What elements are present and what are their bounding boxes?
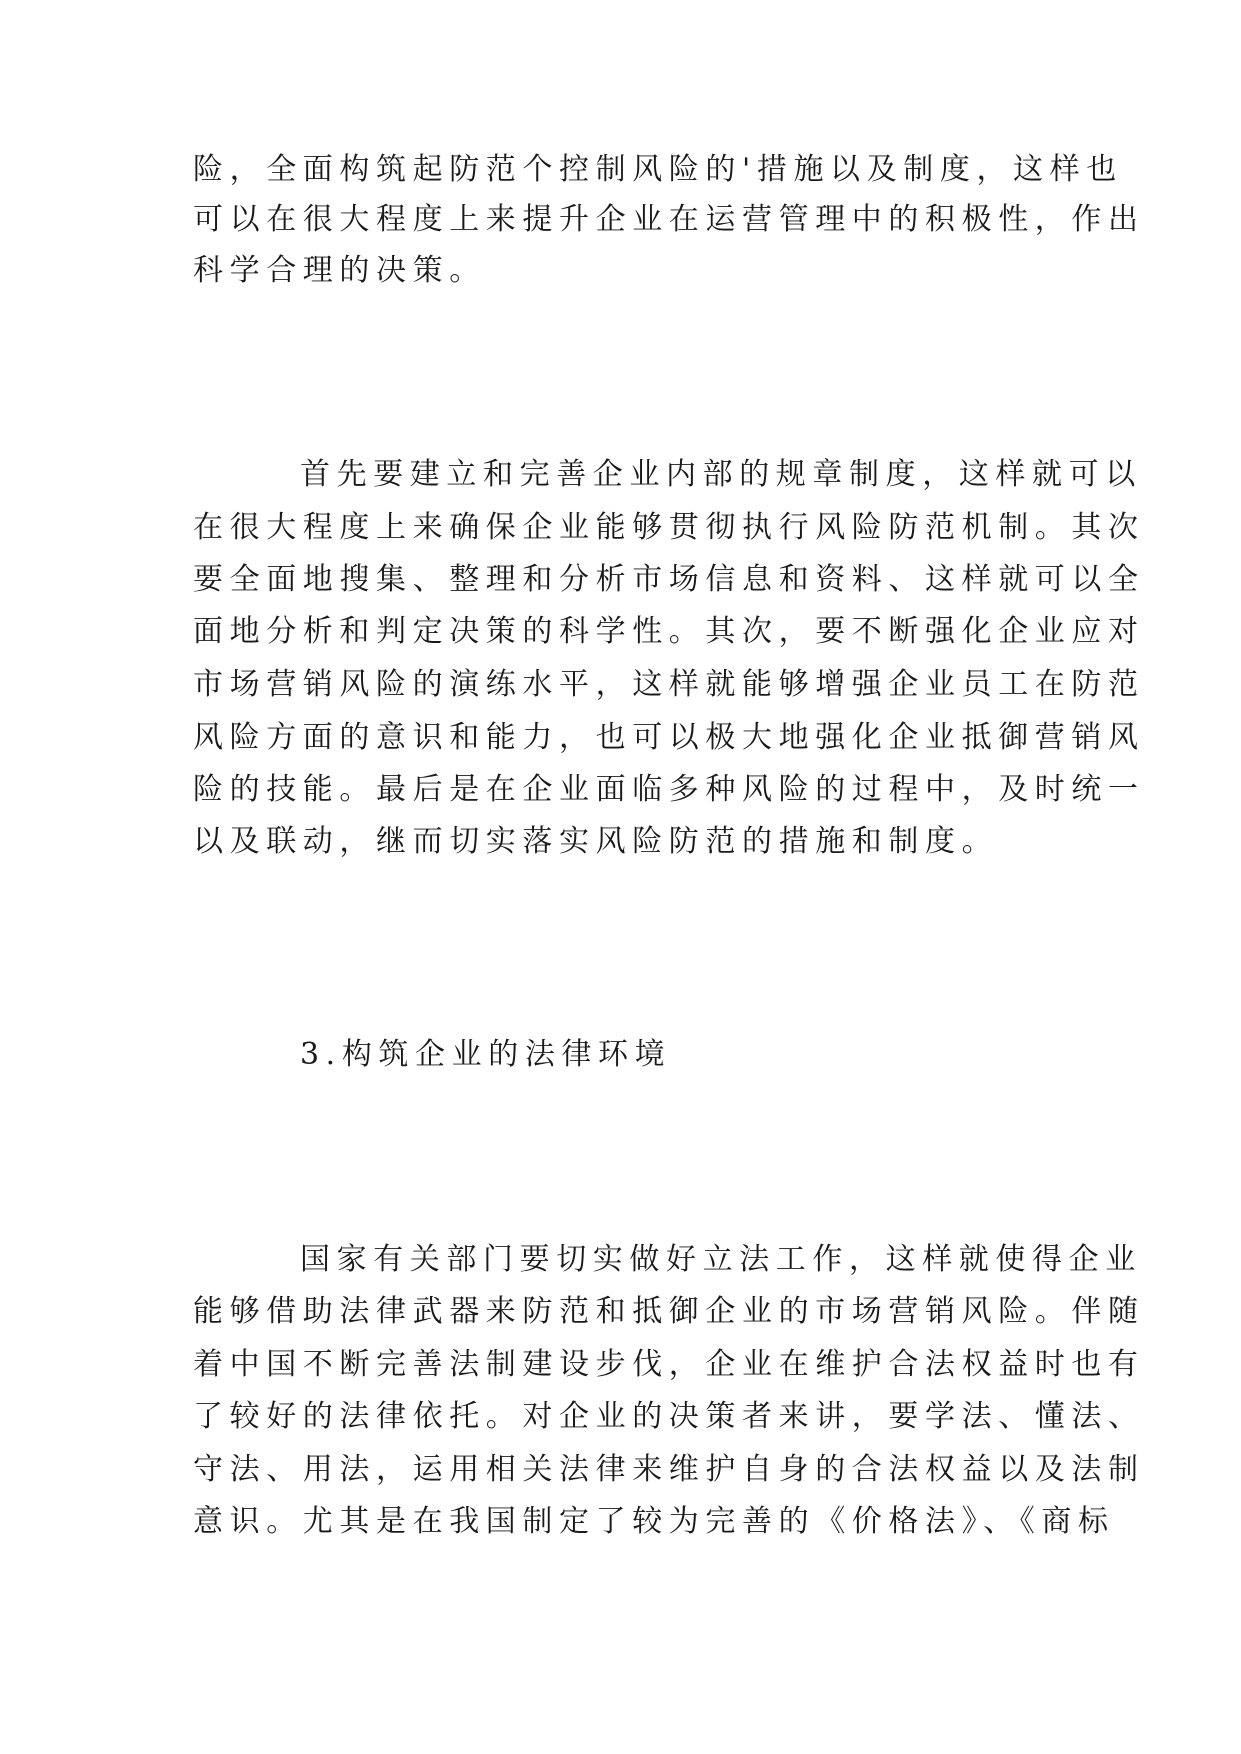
- paragraph-line: 守法、用法，运用相关法律来维护自身的合法权益以及法制: [193, 1452, 1145, 1487]
- paragraph-line: 险的技能。最后是在企业面临多种风险的过程中，及时统一: [193, 772, 1145, 807]
- paragraph-line: 面地分析和判定决策的科学性。其次，要不断强化企业应对: [193, 614, 1145, 649]
- paragraph-line: 在很大程度上来确保企业能够贯彻执行风险防范机制。其次: [193, 510, 1145, 545]
- paragraph-line: 可以在很大程度上来提升企业在运营管理中的积极性，作出: [193, 202, 1145, 237]
- paragraph-line: 以及联动，继而切实落实风险防范的措施和制度。: [193, 824, 999, 859]
- paragraph-line: 国家有关部门要切实做好立法工作，这样就使得企业: [300, 1242, 1142, 1277]
- paragraph-line: 市场营销风险的演练水平，这样就能够增强企业员工在防范: [193, 667, 1145, 702]
- paragraph-line: 意识。尤其是在我国制定了较为完善的《价格法》、《商标: [193, 1504, 1115, 1539]
- section-heading: 3.构筑企业的法律环境: [300, 1037, 672, 1072]
- paragraph-line: 险，全面构筑起防范个控制风险的'措施以及制度，这样也: [193, 152, 1123, 187]
- paragraph-line: 了较好的法律依托。对企业的决策者来讲，要学法、懂法、: [193, 1399, 1145, 1434]
- paragraph-line: 首先要建立和完善企业内部的规章制度，这样就可以: [300, 457, 1142, 492]
- paragraph-line: 科学合理的决策。: [193, 253, 486, 288]
- paragraph-line: 风险方面的意识和能力，也可以极大地强化企业抵御营销风: [193, 720, 1145, 755]
- paragraph-line: 着中国不断完善法制建设步伐，企业在维护合法权益时也有: [193, 1347, 1145, 1382]
- paragraph-line: 要全面地搜集、整理和分析市场信息和资料、这样就可以全: [193, 562, 1145, 597]
- paragraph-line: 能够借助法律武器来防范和抵御企业的市场营销风险。伴随: [193, 1294, 1145, 1329]
